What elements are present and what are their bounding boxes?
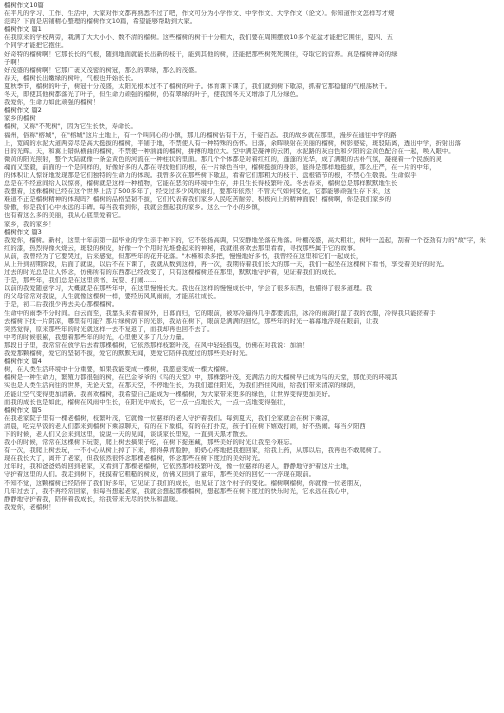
text-line: 有一次，我爬上树去玩，一不小心从树上掉了下来，摔得鼻青脸肿，奶奶心疼地把我抱回家，给我上药，从那以后，我再也不敢爬树了。 xyxy=(4,447,385,455)
text-line: 我爱你，生命力如此顽强的榴树！ xyxy=(4,99,100,107)
text-line: 个同学才能把它抱住。 xyxy=(4,42,68,50)
section-heading: 榴树作文 篇2 xyxy=(4,107,42,115)
text-line: 在我老家院子里有一棵老榴树，枝繁叶茂，它就像一位慈祥的老人守护着我们。每到夏天，我们全家就会在树下乘凉， xyxy=(4,414,335,422)
text-line: 上，宽阔的水泥大道两旁尽是高大挺拔的榴树，平铺于地，不禁使人有一种特殊的伤怀。日落，余晖映射在美丽的榴树，树影婆娑，斑驳陆离，透出中学，折射出落 xyxy=(4,139,461,147)
text-line: 突然觉得，原来那些年的时光就这样一去不复返了，而我却再也回不去了。 xyxy=(4,325,214,333)
text-line: 福州，俗称"榕城"，在"榕城"这片土地上，有一个叫同心的小镇，那儿的榴树估有千万，千姿百态。我的故乡就在那里，漫步在通往中学的路 xyxy=(4,131,397,139)
text-line: 守护着这里的人们。我走到树下，抚摸着它粗糙的树皮，仿佛又回到了童年，那些美好的回忆一一浮现在眼前。 xyxy=(4,471,315,479)
text-line: 夏秋季节，榴树的叶子，树冠十分茂盛，太阳光根本过不了榴树的叶子。体育课下课了，我们就到树下歇凉，抓着它那稳健的气根荡秋千。 xyxy=(4,82,392,90)
text-line: 中考的时候很累，我想着那些年的时光，心里便又多了几分力量。 xyxy=(4,333,189,341)
text-line: 我爱你，榴树。新村，这里十年前第一届毕业的学生亲手种下的，它不张扬高调，只安静地坐落在角落。叶棚茂盛，高大粗壮，树叶一盖起，刮着一个苍劲有力的"故"字，朱 xyxy=(4,236,486,244)
text-line: 微黄的阳光照射，整个大陆就像一条金黄色的河流在一种柱状的里面。那几个个体都是对着红红的，蓬蓬的光华，成了满眼的古朴气氛，凝视着一个民族的灵 xyxy=(4,155,442,163)
text-line: 日的光辉。天，和翼上错纵横曲的榴树，不禁使一种汹涌的榴树，拼搏的地位大。空中满是凝神的云团，水泥路的灰白色和夕阳的金黄色配合在一起，唤入眼中。 xyxy=(4,147,455,155)
text-line: 家乡，我的家乡！ xyxy=(4,220,55,228)
text-line: 子啊！ xyxy=(4,58,24,66)
text-line: 也有着这么多的美丽，我从心底里爱着它。 xyxy=(4,212,125,220)
text-line: 清晨，吃完早饭的老人们都来到榴树下乘凉聊天，有的在下象棋，有的在打扑克，孩子们在树下嬉戏打闹，好不热闹。每当夕阳西 xyxy=(4,422,366,430)
text-line: 范吗？下面是店铺精心整理的榴树作文10篇，希望能够帮助到大家。 xyxy=(4,18,197,26)
text-line: 不知不觉，这颗榴树已经陪伴了我们好多年，它见证了我们的成长，也见证了这个村子的变化。榴树啊榴树，你就像一位老朋友， xyxy=(4,479,366,487)
text-line: 好茂盛的榴树啊！它那广袤又茂密的树冠，那么的翠绿，那么的茂盛。 xyxy=(4,66,201,74)
text-line: 实也是人类生活向往的世界，无论天堂，在那天空，不停地生长，为我们遮住阳光，为我们挡住风雨，给我们带来清凉的绿荫， xyxy=(4,382,360,390)
text-line: 现在我长大了，离开了老家，但我依然很怀念那棵老榴树，怀念那些在树下度过的美好时光。 xyxy=(4,455,265,463)
text-line: 春天，榴树长出嫩绿的树叶，气根也开始长长。 xyxy=(4,74,138,82)
text-line: 我爱那颗榴树，爱它的坚韧不拔，爱它的默默无闻，更爱它陪伴我度过的那些美好时光。 xyxy=(4,350,252,358)
text-line: 几年过去了，我不再经常回家，但每当想起老家，我就会想起那棵榴树，想起那些在树下度过的快乐时光，它永远在我心中， xyxy=(4,487,354,495)
text-line: 在我原来的学校两旁，栽满了大大小小、数不清的榴树。这些榴树的树干十分粗大，我们要在周围摆放10多个花盆才能把它围住，夏四、五 xyxy=(4,34,393,42)
section-heading: 榴树作文 篇4 xyxy=(4,358,42,366)
text-line: 于是，初二后我很少再去关心那棵榴树。 xyxy=(4,301,119,309)
text-line: 于是，那些年，我们总是在这里读书、玩耍、打闹…… xyxy=(4,277,157,285)
text-line: 总是在不经意间给人以惊喜，榴树就是这样一种植物，它能在恶劣的环境中生存，并且生长得枝繁叶茂。冬去春来，榴树总是那样默默地生长 xyxy=(4,180,398,188)
text-line: 从上升到初期阶段，后面了就说，以后不在下课了，我就从数到这样，再一次，我期待着我们长大的那一天，我们一起坐在这棵树下看书，享受着美好的时光。 xyxy=(4,261,449,268)
text-line: 那段日子里，我常常在放学后去看那棵榴树，它依然那样枝繁叶茂，在风中轻轻摇曳，仿佛在对我说：加油！ xyxy=(4,341,309,349)
text-line: 家乡的榴树 xyxy=(4,115,36,123)
text-line: 静静地守护着我，陪伴着我成长，给我带来无尽的快乐和温暖。 xyxy=(4,495,182,503)
text-line: 生命中的雨季不分时间。白云而至，我靠头来看着窗外，日暮而归，它的眼前，被寒冷逼得几乎都要流泪，冰冷的雨滴打湿了我的衣服，冷得我只能搓着手 xyxy=(4,309,436,317)
text-line: 树，在人类生活环境中十分重要，如果我能变成一棵树，我愿意变成一棵大榴树。 xyxy=(4,366,233,374)
text-line: 的体积让人惊讶地发现那是它们独特的生命力的体现。我曾多次在那些树下歇息，看着它们那粗大的枝干、盘根错节的根，不禁心生敬畏。生命似乎 xyxy=(4,171,417,179)
section-heading: 榴树作文 篇5 xyxy=(4,406,42,414)
text-line: 好奇特的榴树啊！它那长长的气根，随到地面就能长出新的枝干，能到其他的树，还能把那些树死死围住，夺取它的营养。真是榴树神奇的绿 xyxy=(4,50,398,58)
text-line: 榴树，又称"不死树"，因为它生长快，寿命长。 xyxy=(4,123,137,131)
text-line: 骄傲，你是我们心中永远的丰碑。每当我看到你，我就会想起我的家乡。这么一个小的乡镇， xyxy=(4,204,265,212)
text-line: 过年时，我和爸爸妈妈回到老家，又看到了那棵老榴树，它依然那样枝繁叶茂，像一位慈祥的老人，静静地守护着这片土地， xyxy=(4,463,354,471)
text-line: 的父母常常对我说，人生就像这棵树一样，要经历风风雨雨，才能茁壮成长。 xyxy=(4,293,220,301)
text-line: 从前，我曾经为了它要哭过，后来感觉，但那些年的花开花落。"木槿和杀多把，慢慢地好多书，我曾经在这里和它们一起成长， xyxy=(4,252,363,260)
text-line: 我想着，这株榴树已经在这个世界上活了500多年了，经受过多少风吹雨打，要那年依然！不管天气如何变化，它都能够顽强生存下来，这 xyxy=(4,188,391,196)
text-line: 下的时候，老人们又会来到这里，说说一天的见闻，谈谈家长里短，一直到天黑才散去。 xyxy=(4,430,252,438)
text-line: 我小的时候，常常在这棵树下玩耍，爬上树去摘果子吃，在树下捉迷藏，那些美好的时光让我至今难忘。 xyxy=(4,439,296,447)
text-line: 魂而又坚毅，前面的一个是同样的，好像好多的人都在寻找他们的根，在一片绿色当中，榴树挺拔的身影，显得是那样地挺拔，那么庄严，在一片的中年， xyxy=(4,163,436,171)
text-line: 去榴树下找一片阴凉，哪里有可能？那片绿树荫下的光影，我站在树下，眼前是满满的回忆，那些年的时光一幕幕地浮现在眼前，让我 xyxy=(4,317,379,325)
text-line: 我爱你，老榴树！ xyxy=(4,503,55,511)
text-line: 红的漆，热烈得像火烧云，斑驳的树皮，好像一个个用时光堆叠起来的神秘，我就很喜欢去那里看看，寻找那些属于它的故事。 xyxy=(4,244,360,252)
text-line: 过去的时光总是让人怀念，仿佛所有的东西都已经改变了，只有这棵榴树还在那里，默默地守护着，见证着我们的成长。 xyxy=(4,269,341,277)
text-line: 以前的我爱随意学习，大概就是在那些年中，在这里慢慢长大。我也在这样的慢慢成长中，学会了很多东西，也懂得了很多道理。我 xyxy=(4,285,373,293)
text-line: 难道不正是榴树精神的体现吗？榴树的品格坚韧不拔，它们代表着我们家乡人民吃苦耐劳、积极向上的精神面貌！榴树啊，你是我们家乡的 xyxy=(4,196,392,204)
text-line: 冬天，即使其他树都落光了叶子，但生命力顽强的榴树，仍有翠绿的叶子，使我国冬天又增添了几分绿色。 xyxy=(4,91,303,99)
section-heading: 榴树作文 篇3 xyxy=(4,228,42,236)
text-line: 在平凡的学习、工作、生活中，大家对作文都再熟悉不过了吧，作文可分为小学作文、中学作文、大学作文（论文）。你知道作文怎样写才规 xyxy=(4,10,395,18)
text-line: 还能让空气变得更加清新。我喜欢榴树，我希望自己能成为一棵榴树，为大家带来更多的绿色，让世界变得更加美好。 xyxy=(4,390,335,398)
section-heading: 榴树作文 篇1 xyxy=(4,26,42,34)
text-line: 榴树是一种生命力，繁殖力都很强的树，在巴金爷爷的《鸟的天堂》中，那株繁叶茂，充满活力的大榴树早已成为鸟的天堂，那优美的环境其 xyxy=(4,374,398,382)
text-line: 而我的成长也是如此，榴树在风雨中生长，在阳光中成长，它一点一点地长大，一点一点地变得强壮， xyxy=(4,398,290,406)
section-heading: 榴树作文10篇 xyxy=(4,2,44,9)
